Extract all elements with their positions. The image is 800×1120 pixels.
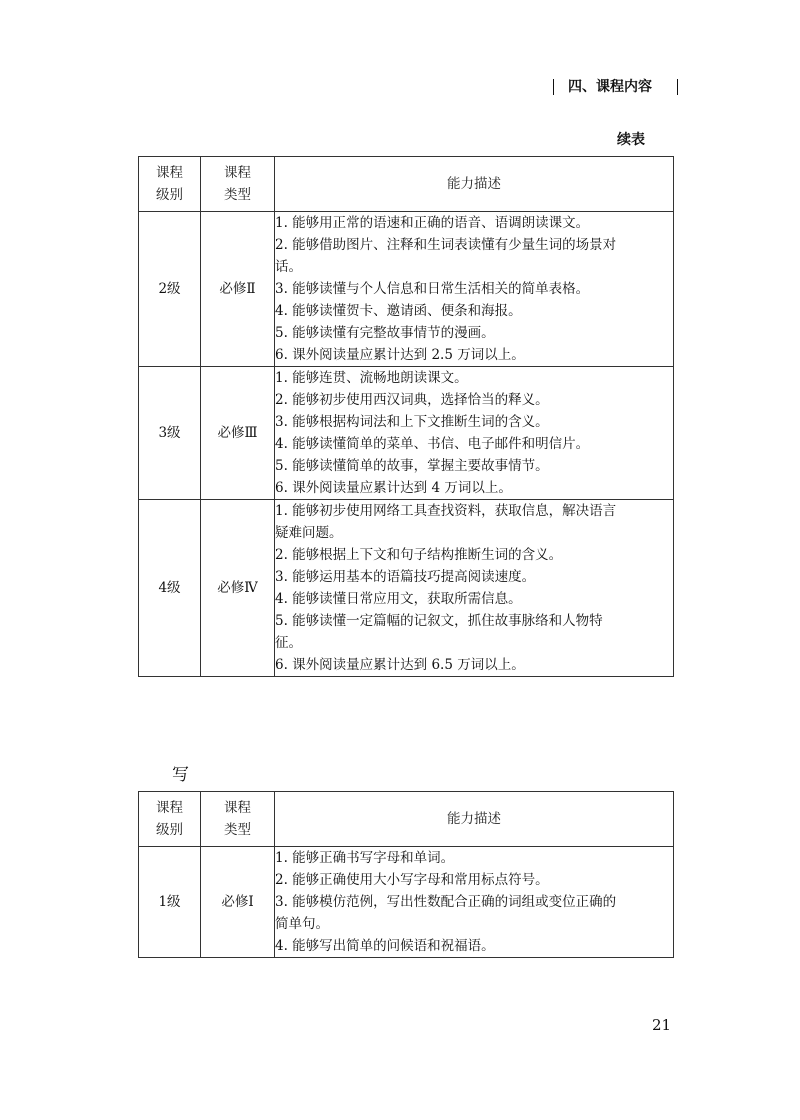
description-line: 4. 能够读懂贺卡、邀请函、便条和海报。 <box>275 303 522 319</box>
description-line: 疑难问题。 <box>275 525 343 541</box>
description-line: 4. 能够读懂简单的菜单、书信、电子邮件和明信片。 <box>275 436 590 452</box>
description-line: 6. 课外阅读量应累计达到 6.5 万词以上。 <box>275 657 525 673</box>
writing-table <box>138 791 674 958</box>
ability-description <box>275 212 674 367</box>
description-line: 4. 能够读懂日常应用文，获取所需信息。 <box>275 591 522 607</box>
header-section-title: 四、课程内容 <box>568 79 652 95</box>
description-line: 1. 能够用正常的语速和正确的语音、语调朗读课文。 <box>275 215 590 231</box>
description-line: 5. 能够读懂一定篇幅的记叙文，抓住故事脉络和人物特 <box>275 613 603 629</box>
table-row <box>139 500 674 677</box>
description-line: 5. 能够读懂有完整故事情节的漫画。 <box>275 325 495 341</box>
description-line: 1. 能够连贯、流畅地朗读课文。 <box>275 370 468 386</box>
table-row <box>139 367 674 500</box>
course-level: 2级 <box>139 212 201 367</box>
description-line: 3. 能够读懂与个人信息和日常生活相关的简单表格。 <box>275 281 590 297</box>
header-right-rule <box>677 79 678 95</box>
header-description: 能力描述 <box>275 792 674 847</box>
description-line: 2. 能够初步使用西汉词典，选择恰当的释义。 <box>275 392 549 408</box>
description-line: 2. 能够借助图片、注释和生词表读懂有少量生词的场景对 <box>275 237 617 253</box>
description-line: 3. 能够运用基本的语篇技巧提高阅读速度。 <box>275 569 536 585</box>
header-description: 能力描述 <box>275 157 674 212</box>
description-line: 6. 课外阅读量应累计达到 4 万词以上。 <box>275 480 512 496</box>
description-line: 3. 能够根据构词法和上下文推断生词的含义。 <box>275 414 549 430</box>
description-line: 4. 能够写出简单的问候语和祝福语。 <box>275 938 495 954</box>
description-line: 3. 能够模仿范例，写出性数配合正确的词组或变位正确的 <box>275 894 617 910</box>
page-number: 21 <box>652 1016 672 1034</box>
header-level: 课程 级别 <box>139 157 201 212</box>
course-type: 必修Ⅳ <box>201 500 275 677</box>
writing-section-title: 写 <box>172 765 189 785</box>
table-row <box>139 212 674 367</box>
header-level: 课程 级别 <box>139 792 201 847</box>
header-type: 课程 类型 <box>201 792 275 847</box>
table-header-row <box>139 792 674 847</box>
table-header-row <box>139 157 674 212</box>
course-level: 4级 <box>139 500 201 677</box>
course-level: 1级 <box>139 847 201 958</box>
description-line: 1. 能够初步使用网络工具查找资料，获取信息，解决语言 <box>275 503 617 519</box>
description-line: 6. 课外阅读量应累计达到 2.5 万词以上。 <box>275 347 525 363</box>
description-line: 简单句。 <box>275 916 329 932</box>
course-type: 必修Ⅰ <box>201 847 275 958</box>
course-level: 3级 <box>139 367 201 500</box>
description-line: 话。 <box>275 259 302 275</box>
continuation-label: 续表 <box>617 132 645 148</box>
description-line: 2. 能够正确使用大小写字母和常用标点符号。 <box>275 872 549 888</box>
running-header <box>553 76 678 98</box>
header-type: 课程 类型 <box>201 157 275 212</box>
ability-description <box>275 367 674 500</box>
description-line: 征。 <box>275 635 302 651</box>
course-type: 必修Ⅱ <box>201 212 275 367</box>
course-type: 必修Ⅲ <box>201 367 275 500</box>
ability-description <box>275 500 674 677</box>
ability-description <box>275 847 674 958</box>
reading-table <box>138 156 674 677</box>
description-line: 1. 能够正确书写字母和单词。 <box>275 850 455 866</box>
description-line: 5. 能够读懂简单的故事，掌握主要故事情节。 <box>275 458 549 474</box>
description-line: 2. 能够根据上下文和句子结构推断生词的含义。 <box>275 547 563 563</box>
table-row <box>139 847 674 958</box>
header-left-rule <box>553 79 554 95</box>
